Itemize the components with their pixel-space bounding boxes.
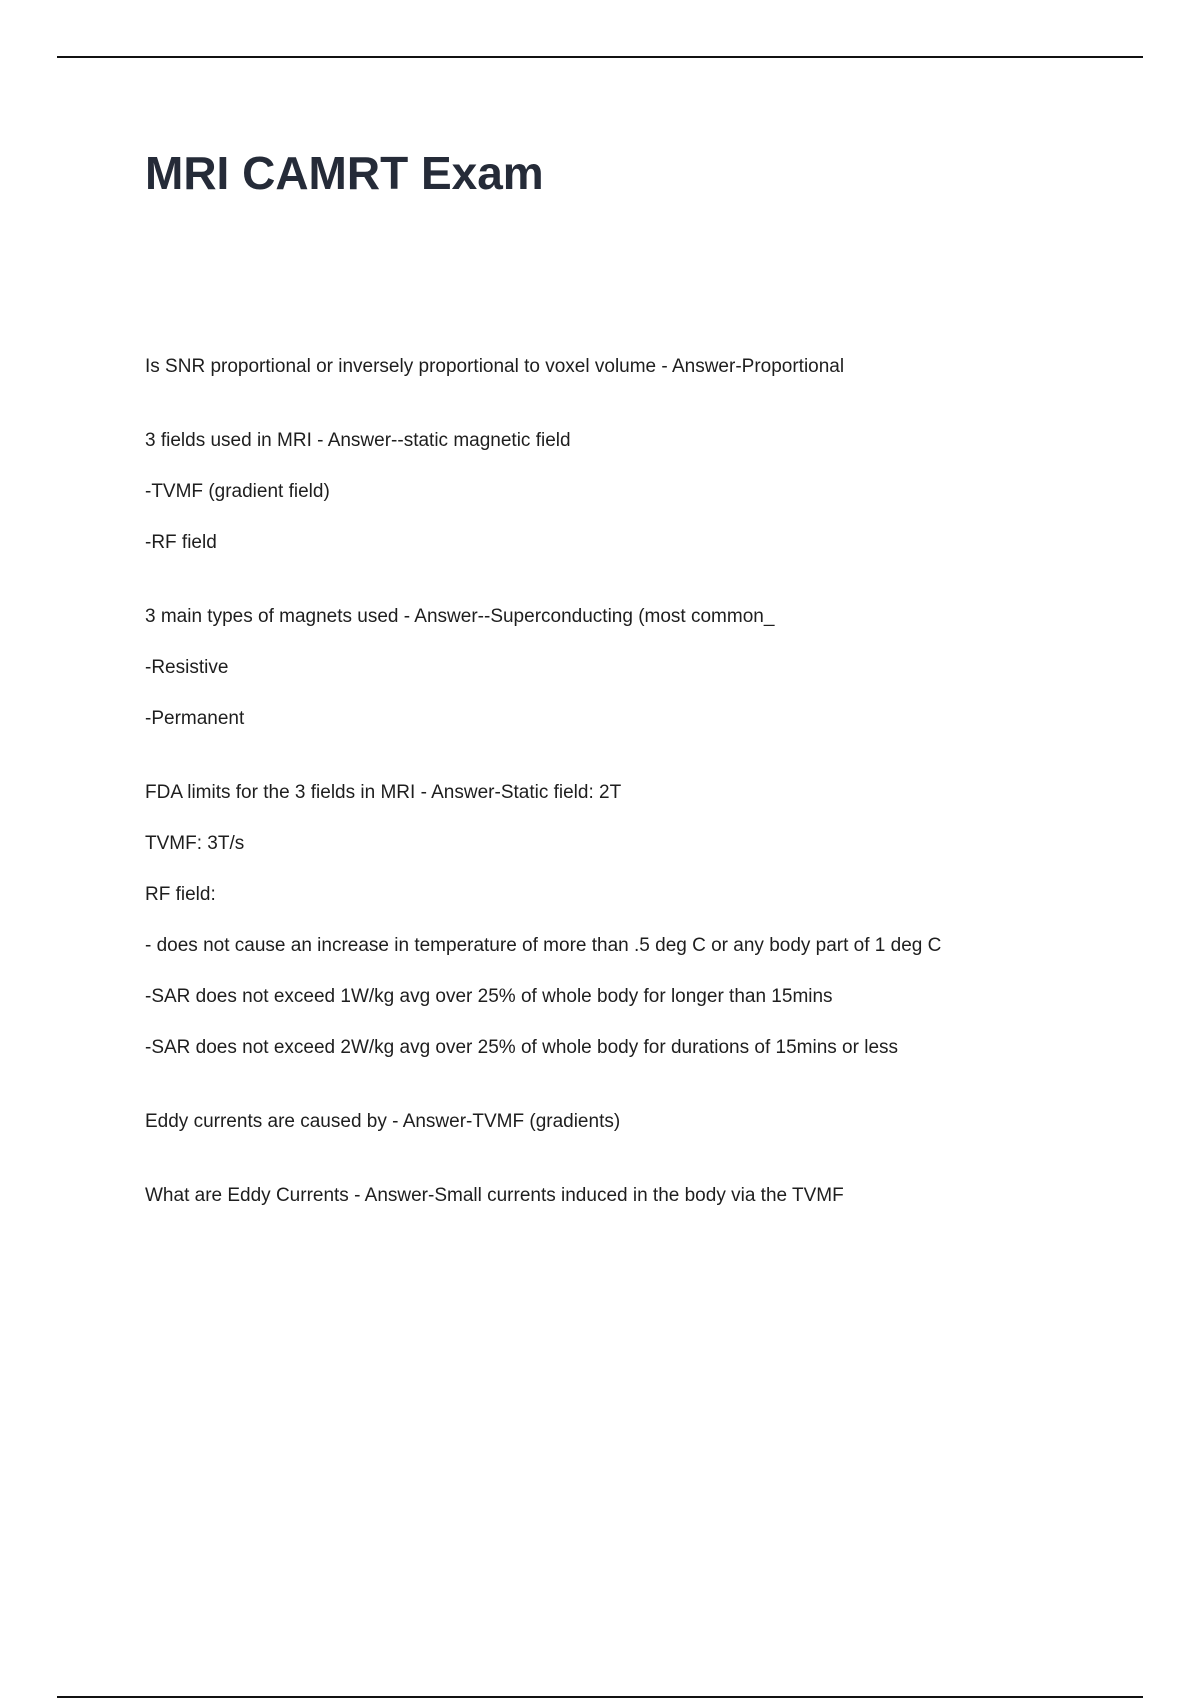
qa-text-line: Eddy currents are caused by - Answer-TVMF (gradients) [145,1111,621,1132]
qa-text-line: -SAR does not exceed 2W/kg avg over 25% of whole body for durations of 15mins or less [145,1037,899,1058]
header-divider [57,56,1143,58]
qa-text-line: 3 fields used in MRI - Answer--static magnetic field [145,430,571,451]
qa-text-line: -TVMF (gradient field) [145,481,330,502]
qa-text-line: -Resistive [145,657,229,678]
qa-entry-eddy-definition [145,1184,1145,1207]
page-title: MRI CAMRT Exam [145,147,544,199]
qa-entry-fda-limits [145,781,1145,1059]
qa-entry-eddy-cause [145,1110,1145,1133]
qa-text-line: What are Eddy Currents - Answer-Small currents induced in the body via the TVMF [145,1185,844,1206]
qa-text-line: - does not cause an increase in temperature of more than .5 deg C or any body part of 1 deg C [145,935,942,956]
footer-divider [57,1696,1143,1698]
qa-text-line: -Permanent [145,708,245,729]
qa-entry-snr [145,355,1145,378]
qa-text-line: -SAR does not exceed 1W/kg avg over 25% of whole body for longer than 15mins [145,986,833,1007]
qa-text-line: 3 main types of magnets used - Answer--Superconducting (most common_ [145,606,775,627]
qa-text-line: RF field: [145,884,216,905]
qa-text-line: Is SNR proportional or inversely proportional to voxel volume - Answer-Proportional [145,356,845,377]
qa-entry-fields [145,429,1145,554]
qa-text-line: FDA limits for the 3 fields in MRI - Answer-Static field: 2T [145,782,622,803]
qa-entry-magnets [145,605,1145,730]
qa-text-line: -RF field [145,532,217,553]
document-body [145,355,1145,1258]
qa-text-line: TVMF: 3T/s [145,833,245,854]
